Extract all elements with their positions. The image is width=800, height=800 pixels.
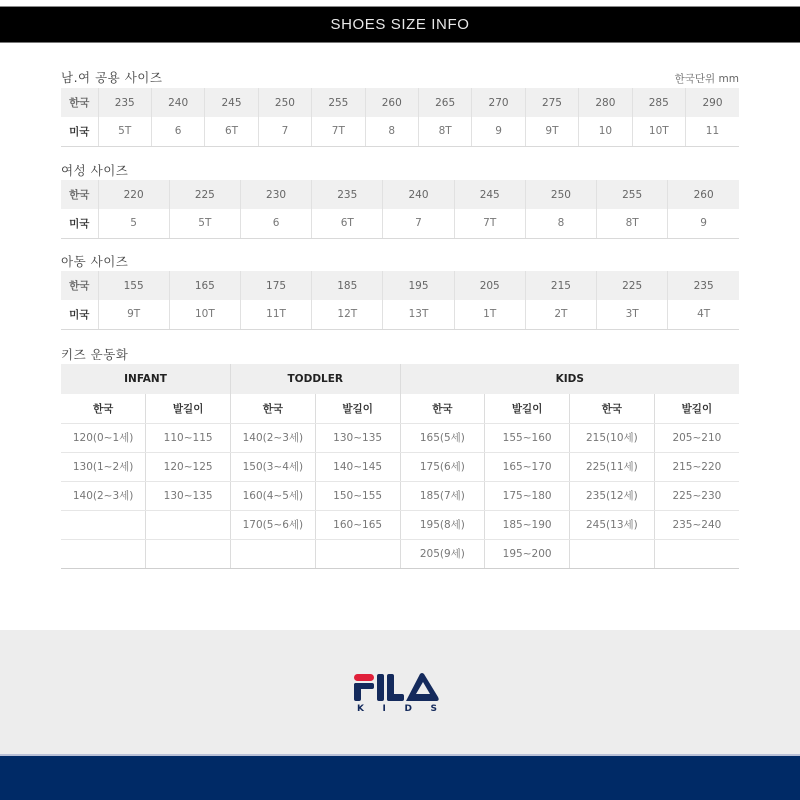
table-cell: 255 <box>312 88 365 117</box>
table-cell: 155~160 <box>485 423 570 452</box>
row-label-us: 미국 <box>61 300 98 329</box>
page-title: SHOES SIZE INFO <box>330 16 470 33</box>
sub-header-foot-length: 발길이 <box>654 394 739 423</box>
table-cell: 255 <box>597 180 668 209</box>
table-cell <box>146 539 231 568</box>
table-row <box>61 423 739 452</box>
row-label-us: 미국 <box>61 209 98 238</box>
table-cell: 140(2~3세) <box>231 423 316 452</box>
table-cell: 240 <box>151 88 204 117</box>
table-cell: 9T <box>525 117 578 146</box>
table-cell: 5T <box>98 117 151 146</box>
table-cell: 175 <box>240 271 311 300</box>
table-cell <box>315 539 400 568</box>
fila-kids-logo <box>354 672 444 722</box>
group-header-row <box>61 364 739 394</box>
table-cell: 12T <box>312 300 383 329</box>
table-row <box>61 539 739 568</box>
table-cell: 7T <box>312 117 365 146</box>
sub-header-foot-length: 발길이 <box>485 394 570 423</box>
table-cell: 130~135 <box>146 481 231 510</box>
sub-header-korean: 한국 <box>231 394 316 423</box>
kids-sneakers-section-title: 키즈 운동화 <box>61 347 129 362</box>
logo-kids-text <box>354 704 440 714</box>
table-cell: 8T <box>418 117 471 146</box>
table-cell: 205 <box>454 271 525 300</box>
table-cell: 7 <box>383 209 454 238</box>
table-cell: 8 <box>365 117 418 146</box>
table-row-us <box>61 117 739 146</box>
table-cell: 165 <box>169 271 240 300</box>
table-cell: 260 <box>365 88 418 117</box>
table-cell: 4T <box>668 300 739 329</box>
children-section-title: 아동 사이즈 <box>61 254 129 269</box>
sub-header-row <box>61 394 739 423</box>
table-cell: 130(1~2세) <box>61 452 146 481</box>
table-cell: 6 <box>151 117 204 146</box>
table-cell: 245 <box>205 88 258 117</box>
table-cell: 9 <box>472 117 525 146</box>
table-cell: 285 <box>632 88 685 117</box>
table-cell <box>146 510 231 539</box>
page-title-bar <box>0 7 800 43</box>
group-header-kids: KIDS <box>400 364 739 394</box>
table-cell: 9T <box>98 300 169 329</box>
fila-logo-icon <box>354 672 440 702</box>
table-cell: 8 <box>525 209 596 238</box>
table-cell <box>231 539 316 568</box>
table-cell: 165(5세) <box>400 423 485 452</box>
women-size-table <box>61 180 739 239</box>
table-cell: 1T <box>454 300 525 329</box>
table-cell: 185 <box>312 271 383 300</box>
table-cell: 120~125 <box>146 452 231 481</box>
table-cell <box>654 539 739 568</box>
table-cell: 225 <box>169 180 240 209</box>
table-cell <box>61 510 146 539</box>
unit-note: 한국단위 mm <box>674 73 739 85</box>
table-cell: 160~165 <box>315 510 400 539</box>
table-cell: 110~115 <box>146 423 231 452</box>
table-cell: 150~155 <box>315 481 400 510</box>
table-cell: 185(7세) <box>400 481 485 510</box>
table-cell: 5 <box>98 209 169 238</box>
table-cell: 215~220 <box>654 452 739 481</box>
children-size-table <box>61 271 739 330</box>
table-cell: 195 <box>383 271 454 300</box>
table-cell: 240 <box>383 180 454 209</box>
table-cell: 7T <box>454 209 525 238</box>
table-cell: 11T <box>240 300 311 329</box>
table-row-korean <box>61 180 739 209</box>
row-label-korean: 한국 <box>61 271 98 300</box>
table-cell: 220 <box>98 180 169 209</box>
table-cell: 140(2~3세) <box>61 481 146 510</box>
table-cell: 160(4~5세) <box>231 481 316 510</box>
table-cell: 10T <box>169 300 240 329</box>
table-cell <box>570 539 655 568</box>
table-cell: 265 <box>418 88 471 117</box>
row-label-korean: 한국 <box>61 180 98 209</box>
table-cell: 11 <box>685 117 739 146</box>
table-row <box>61 510 739 539</box>
table-cell: 195(8세) <box>400 510 485 539</box>
table-cell: 250 <box>525 180 596 209</box>
table-cell: 225 <box>597 271 668 300</box>
table-cell: 235(12세) <box>570 481 655 510</box>
sub-header-foot-length: 발길이 <box>315 394 400 423</box>
table-cell: 185~190 <box>485 510 570 539</box>
table-cell: 10T <box>632 117 685 146</box>
table-cell: 175~180 <box>485 481 570 510</box>
table-cell: 245(13세) <box>570 510 655 539</box>
table-cell: 150(3~4세) <box>231 452 316 481</box>
table-cell: 6 <box>240 209 311 238</box>
footer-navy-band <box>0 756 800 800</box>
table-cell: 235~240 <box>654 510 739 539</box>
logo-letter: S <box>430 704 437 714</box>
table-row-us <box>61 209 739 238</box>
table-row <box>61 452 739 481</box>
unisex-section-title: 남.여 공용 사이즈 <box>61 70 163 85</box>
table-cell: 10 <box>579 117 632 146</box>
table-row-korean <box>61 88 739 117</box>
unisex-size-table <box>61 88 739 147</box>
table-cell: 230 <box>240 180 311 209</box>
table-cell: 205(9세) <box>400 539 485 568</box>
sub-header-korean: 한국 <box>400 394 485 423</box>
table-cell: 5T <box>169 209 240 238</box>
logo-letter: I <box>382 704 386 714</box>
table-cell: 175(6세) <box>400 452 485 481</box>
table-cell: 3T <box>597 300 668 329</box>
table-cell: 260 <box>668 180 739 209</box>
table-row-korean <box>61 271 739 300</box>
table-cell: 8T <box>597 209 668 238</box>
table-cell: 245 <box>454 180 525 209</box>
table-cell: 225~230 <box>654 481 739 510</box>
table-cell: 270 <box>472 88 525 117</box>
row-label-korean: 한국 <box>61 88 98 117</box>
table-cell <box>61 539 146 568</box>
table-cell: 140~145 <box>315 452 400 481</box>
table-cell: 13T <box>383 300 454 329</box>
kids-sneakers-table <box>61 364 739 569</box>
group-header-infant: INFANT <box>61 364 231 394</box>
table-cell: 215(10세) <box>570 423 655 452</box>
table-row-us <box>61 300 739 329</box>
table-cell: 2T <box>525 300 596 329</box>
top-strip <box>0 0 800 7</box>
table-cell: 280 <box>579 88 632 117</box>
table-cell: 120(0~1세) <box>61 423 146 452</box>
table-cell: 215 <box>525 271 596 300</box>
table-cell: 235 <box>668 271 739 300</box>
table-cell: 165~170 <box>485 452 570 481</box>
table-cell: 7 <box>258 117 311 146</box>
table-row <box>61 481 739 510</box>
sub-header-korean: 한국 <box>61 394 146 423</box>
table-cell: 235 <box>312 180 383 209</box>
table-cell: 6T <box>312 209 383 238</box>
logo-letter: K <box>357 704 364 714</box>
table-cell: 225(11세) <box>570 452 655 481</box>
table-cell: 170(5~6세) <box>231 510 316 539</box>
table-cell: 9 <box>668 209 739 238</box>
table-cell: 155 <box>98 271 169 300</box>
table-cell: 235 <box>98 88 151 117</box>
table-cell: 275 <box>525 88 578 117</box>
logo-letter: D <box>404 704 412 714</box>
women-section-title: 여성 사이즈 <box>61 163 129 178</box>
table-cell: 290 <box>685 88 739 117</box>
sub-header-korean: 한국 <box>570 394 655 423</box>
table-cell: 6T <box>205 117 258 146</box>
table-cell: 250 <box>258 88 311 117</box>
table-cell: 130~135 <box>315 423 400 452</box>
sub-header-foot-length: 발길이 <box>146 394 231 423</box>
table-cell: 195~200 <box>485 539 570 568</box>
group-header-toddler: TODDLER <box>231 364 401 394</box>
row-label-us: 미국 <box>61 117 98 146</box>
table-cell: 205~210 <box>654 423 739 452</box>
